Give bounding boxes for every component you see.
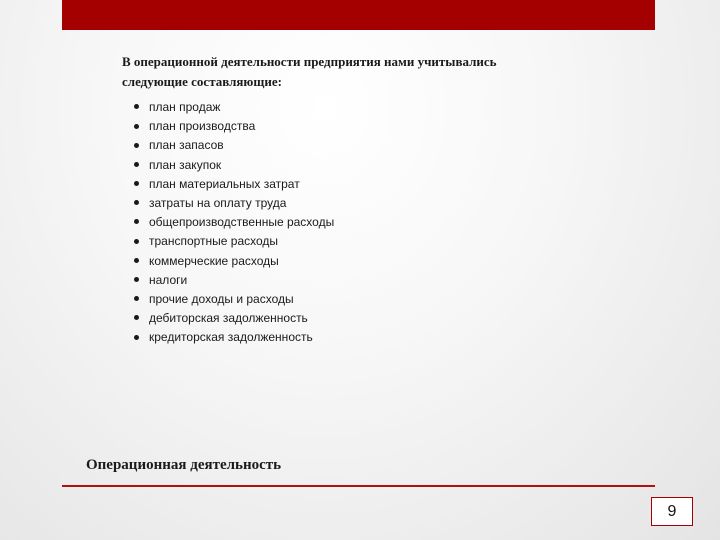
top-accent-bar bbox=[62, 0, 655, 30]
list-item bbox=[134, 136, 334, 155]
list-item-label: план производства bbox=[149, 119, 256, 134]
list-item bbox=[134, 328, 334, 347]
list-item bbox=[134, 175, 334, 194]
bullet-icon bbox=[134, 258, 139, 263]
intro-text bbox=[122, 52, 552, 92]
list-item-label: налоги bbox=[149, 272, 188, 287]
bullet-icon bbox=[134, 315, 139, 320]
bullet-icon bbox=[134, 335, 139, 340]
list-item-label: план закупок bbox=[149, 157, 222, 172]
page-number: 9 bbox=[651, 497, 693, 526]
bullet-icon bbox=[134, 124, 139, 129]
list-item bbox=[134, 117, 334, 136]
list-item bbox=[134, 290, 334, 309]
list-item-label: затраты на оплату труда bbox=[149, 195, 287, 210]
intro-line-1: В операционной деятельности предприятия нами учитывались bbox=[122, 54, 497, 69]
bullet-icon bbox=[134, 239, 139, 244]
list-item-label: план запасов bbox=[149, 138, 224, 153]
bullet-icon bbox=[134, 277, 139, 282]
bullet-icon bbox=[134, 296, 139, 301]
intro-line-2: следующие составляющие: bbox=[122, 74, 282, 89]
bullet-icon bbox=[134, 200, 139, 205]
bullet-icon bbox=[134, 219, 139, 224]
footer-divider bbox=[62, 485, 655, 487]
list-item-label: общепроизводственные расходы bbox=[149, 215, 335, 230]
list-item-label: план материальных затрат bbox=[149, 176, 300, 191]
list-item bbox=[134, 252, 334, 271]
list-item-label: дебиторская задолженность bbox=[149, 311, 308, 326]
list-item bbox=[134, 271, 334, 290]
list-item-label: транспортные расходы bbox=[149, 234, 279, 249]
list-item-label: прочие доходы и расходы bbox=[149, 291, 294, 306]
components-list bbox=[134, 98, 334, 347]
bullet-icon bbox=[134, 104, 139, 109]
list-item bbox=[134, 156, 334, 175]
bullet-icon bbox=[134, 162, 139, 167]
list-item bbox=[134, 232, 334, 251]
footer-title: Операционная деятельность bbox=[86, 457, 282, 473]
list-item bbox=[134, 309, 334, 328]
bullet-icon bbox=[134, 181, 139, 186]
list-item bbox=[134, 194, 334, 213]
list-item-label: коммерческие расходы bbox=[149, 253, 279, 268]
list-item bbox=[134, 98, 334, 117]
bullet-icon bbox=[134, 143, 139, 148]
list-item-label: план продаж bbox=[149, 100, 221, 114]
list-item-label: кредиторская задолженность bbox=[149, 330, 313, 345]
list-item bbox=[134, 213, 334, 232]
